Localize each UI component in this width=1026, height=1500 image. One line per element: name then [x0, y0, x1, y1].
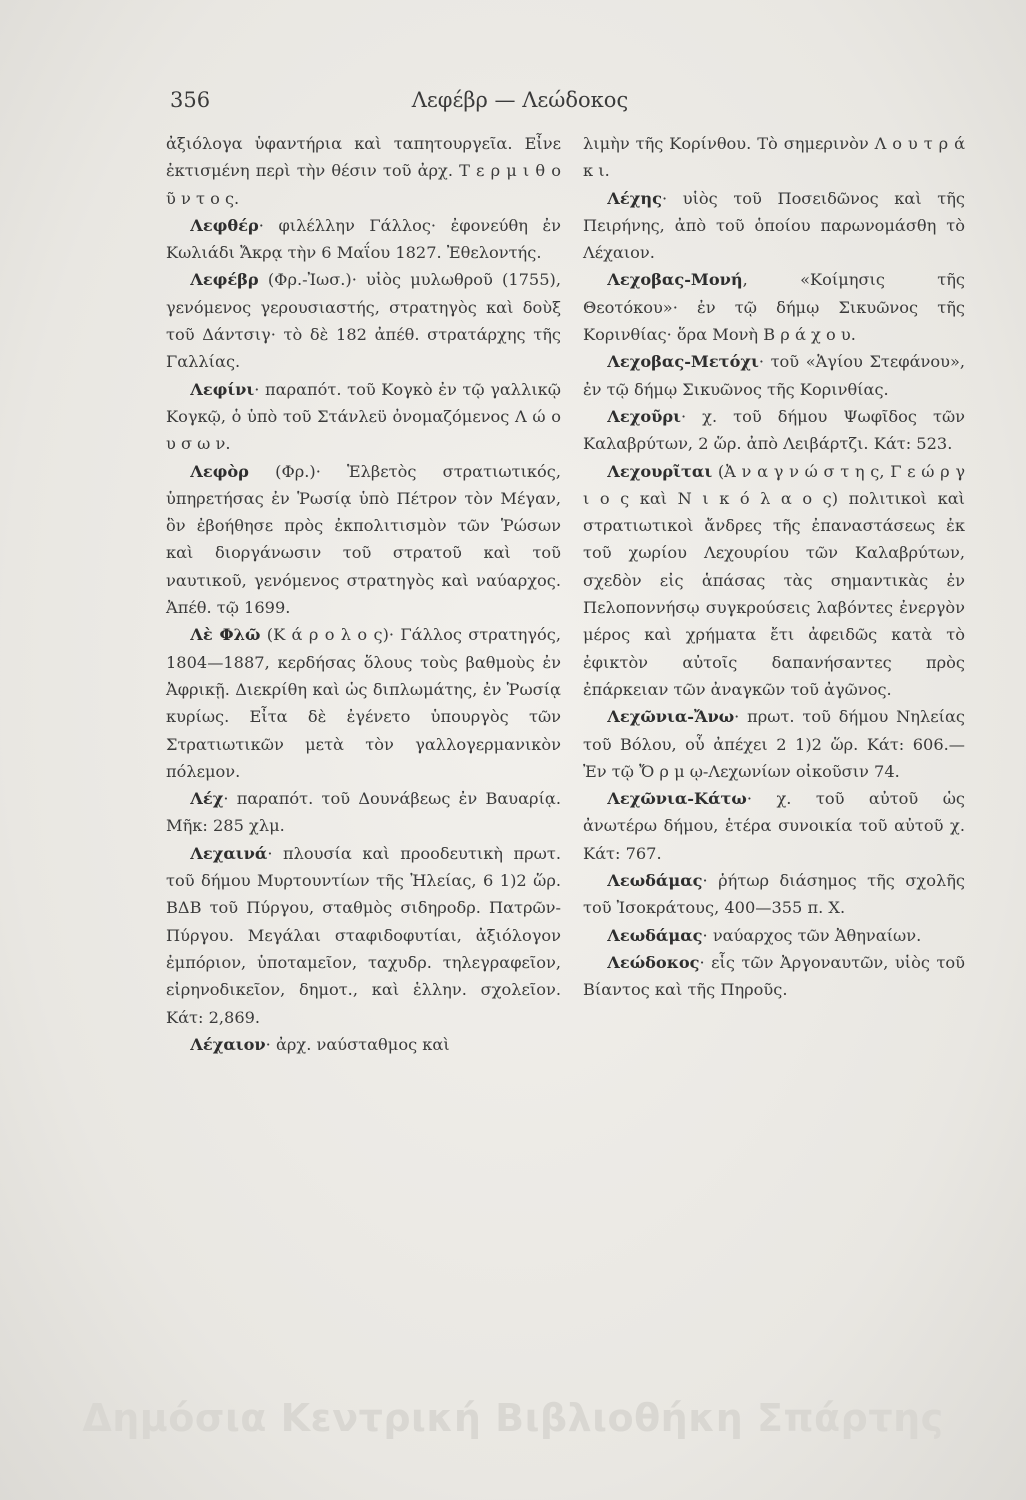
dictionary-entry [166, 130, 561, 212]
entry-text: · χ. τοῦ αὐτοῦ ὡς ἀνωτέρω δήμου, ἑτέρα συνοικία τοῦ αὐτοῦ χ. Κάτ: 767. [583, 789, 965, 863]
entry-text: · τοῦ «Ἁγίου Στεφάνου», ἐν τῷ δήμῳ Σικυῶνος τῆς Κορινθίας. [583, 352, 965, 399]
entry-text: λιμὴν τῆς Κορίνθου. Τὸ σημερινὸν Λ ο υ τ ρ ά κ ι. [583, 134, 965, 181]
entry-text: · πλουσία καὶ προοδευτικὴ πρωτ. τοῦ δήμου Μυρτουντίων τῆς Ἠλείας, 6 1)2 ὥρ. ΒΔΒ τοῦ Πύργου, σταθμὸς σιδηροδρ. Πατρῶν-Πύργου. Μεγάλαι σταφιδοφυτίαι, ἀξιόλογον ἐμπόριον, ὑποταμεῖον, ταχυδρ. τηλεγραφεῖον, εἰρηνοδικεῖον, δημοτ., καὶ ἑλλην. σχολεῖον. Κάτ: 2,869. [166, 843, 561, 1027]
entry-text: · χ. τοῦ δήμου Ψωφῖδος τῶν Καλαβρύτων, 2 ὥρ. ἀπὸ Λειβάρτζι. Κάτ: 523. [583, 406, 965, 454]
entry-headword: Λεχοῦρι [607, 406, 681, 426]
entry-text: · πρωτ. τοῦ δήμου Νηλείας τοῦ Βόλου, οὗ ἀπέχει 2 1)2 ὥρ. Κάτ: 606.— Ἐν τῷ Ὄ ρ μ ῳ-Λεχωνίων οἰκοῦσιν 74. [583, 707, 965, 781]
entry-headword: Λέχαιον [190, 1034, 266, 1054]
dictionary-entry [583, 348, 965, 403]
entry-text: (Φρ.)· Ἑλβετὸς στρατιωτικός, ὑπηρετήσας ἐν Ῥωσίᾳ ὑπὸ Πέτρον τὸν Μέγαν, ὃν ἐβοήθησε πρὸς ἐκπολιτισμὸν τῶν Ῥώσων καὶ διοργάνωσιν τοῦ στρατοῦ καὶ τοῦ ναυτικοῦ, γενόμενος στρατηγὸς καὶ ναύαρχος. Ἀπέθ. τῷ 1699. [166, 461, 561, 618]
entry-headword: Λεχουρῖται [607, 461, 713, 481]
entry-headword: Λεφίνι [190, 379, 255, 399]
entry-text: · φιλέλλην Γάλλος· ἐφονεύθη ἐν Κωλιάδι Ἄκρᾳ τὴν 6 Μαΐου 1827. Ἐθελοντής. [166, 215, 561, 263]
dictionary-entry [583, 130, 965, 185]
left-column [166, 130, 561, 1058]
entry-text: , «Κοίμησις τῆς Θεοτόκου»· ἐν τῷ δήμῳ Σικυῶνος τῆς Κορινθίας· ὅρα Μονὴ Β ρ ά χ ο υ. [583, 270, 965, 345]
dictionary-entry [583, 403, 965, 458]
dictionary-entry [583, 785, 965, 867]
dictionary-entry [166, 840, 561, 1031]
entry-headword: Λεχαινά [190, 843, 268, 863]
entry-text: (Κ ά ρ ο λ ο ς)· Γάλλος στρατηγός, 1804—1887, κερδήσας ὅλους τοὺς βαθμοὺς ἐν Ἀφρικῇ. Διεκρίθη καὶ ὡς διπλωμάτης, ἐν Ῥωσίᾳ κυρίως. Εἶτα δὲ ἐγένετο ὑπουργὸς τῶν Στρατιωτικῶν μετὰ τὸν γαλλογερμανικὸν πόλεμον. [166, 625, 561, 781]
dictionary-entry [166, 376, 561, 458]
right-column [583, 130, 965, 1004]
dictionary-entry [166, 212, 561, 267]
entry-text: · εἷς τῶν Ἀργοναυτῶν, υἱὸς τοῦ Βίαντος καὶ τῆς Πηροῦς. [583, 952, 965, 1000]
entry-headword: Λεχοβας-Μονή [607, 270, 743, 290]
entry-headword: Λεχῶνια-Ἄνω [607, 707, 735, 727]
dictionary-entry [583, 703, 965, 785]
page-header [170, 88, 870, 118]
entry-headword: Λεωδάμας [607, 871, 703, 891]
entry-text: · ναύαρχος τῶν Ἀθηναίων. [702, 925, 922, 945]
entry-headword: Λεχοβας-Μετόχι [607, 352, 759, 372]
entry-text: · ἀρχ. ναύσταθμος καὶ [265, 1034, 450, 1054]
entry-headword: Λεφθέρ [190, 215, 259, 235]
dictionary-entry [583, 867, 965, 922]
entry-headword: Λεωδάμας [607, 925, 703, 945]
entry-headword: Λεφέβρ [190, 270, 259, 290]
dictionary-entry [166, 621, 561, 785]
entry-headword: Λεχῶνια-Κάτω [607, 789, 747, 809]
dictionary-entry [583, 185, 965, 267]
entry-headword: Λεώδοκος [607, 952, 700, 972]
entry-text: · ῥήτωρ διάσημος τῆς σχολῆς τοῦ Ἰσοκράτους, 400—355 π. Χ. [583, 871, 965, 918]
entry-text: · παραπότ. τοῦ Κογκὸ ἐν τῷ γαλλικῷ Κογκῷ, ὁ ὑπὸ τοῦ Στάνλεϋ ὀνομαζόμενος Λ ώ ο υ σ ω ν. [166, 379, 561, 454]
dictionary-entry [583, 266, 965, 348]
entry-headword: Λεφὸρ [190, 461, 249, 481]
entry-headword: Λὲ Φλῶ [190, 625, 261, 645]
entry-text: (Ἀ ν α γ ν ώ σ τ η ς, Γ ε ώ ρ γ ι ο ς καὶ Ν ι κ ό λ α ο ς) πολιτικοὶ καὶ στρατιωτικοὶ ἄνδρες τῆς ἐπαναστάσεως ἐκ τοῦ χωρίου Λεχουρίου τῶν Καλαβρύτων, σχεδὸν εἰς ἁπάσας τὰς σημαντικὰς ἐν Πελοποννήσῳ συγκρούσεις λαβόντες ἐνεργὸν μέρος καὶ χρήματα ἔτι ἀφειδῶς κατὰ τὸ ἐφικτὸν αὐτοῖς δαπανήσαντες πρὸς ἐπάρκειαν τῶν ἀναγκῶν τοῦ ἀγῶνος. [583, 461, 965, 699]
dictionary-entry [166, 1031, 561, 1058]
page-number: 356 [170, 88, 211, 112]
entry-text: (Φρ.-Ἰωσ.)· υἱὸς μυλωθροῦ (1755), γενόμενος γερουσιαστής, στρατηγὸς καὶ δοὺξ τοῦ Δάντσιγ· τὸ δὲ 182 ἀπέθ. στρατάρχης τῆς Γαλλίας. [166, 270, 561, 372]
entry-text: · παραπότ. τοῦ Δουνάβεως ἐν Βαυαρίᾳ. Μῆκ: 285 χλμ. [166, 789, 561, 836]
library-watermark: Δημόσια Κεντρική Βιβλιοθήκη Σπάρτης [82, 1396, 944, 1440]
entry-headword: Λέχης [607, 188, 662, 208]
dictionary-entry [583, 922, 965, 949]
dictionary-entry [166, 458, 561, 622]
entry-headword: Λέχ [190, 789, 224, 809]
dictionary-entry [166, 785, 561, 840]
dictionary-entry [166, 266, 561, 375]
running-head: Λεφέβρ — Λεώδοκος [411, 88, 629, 112]
dictionary-entry [583, 949, 965, 1004]
entry-text: ἀξιόλογα ὑφαντήρια καὶ ταπητουργεῖα. Εἶνε ἐκτισμένη περὶ τὴν θέσιν τοῦ ἀρχ. Τ ε ρ μ ι θ ο ῦ ν τ ο ς. [166, 134, 561, 208]
dictionary-entry [583, 458, 965, 704]
entry-text: · υἱὸς τοῦ Ποσειδῶνος καὶ τῆς Πειρήνης, ἀπὸ τοῦ ὁποίου παρωνομάσθη τὸ Λέχαιον. [583, 188, 965, 263]
